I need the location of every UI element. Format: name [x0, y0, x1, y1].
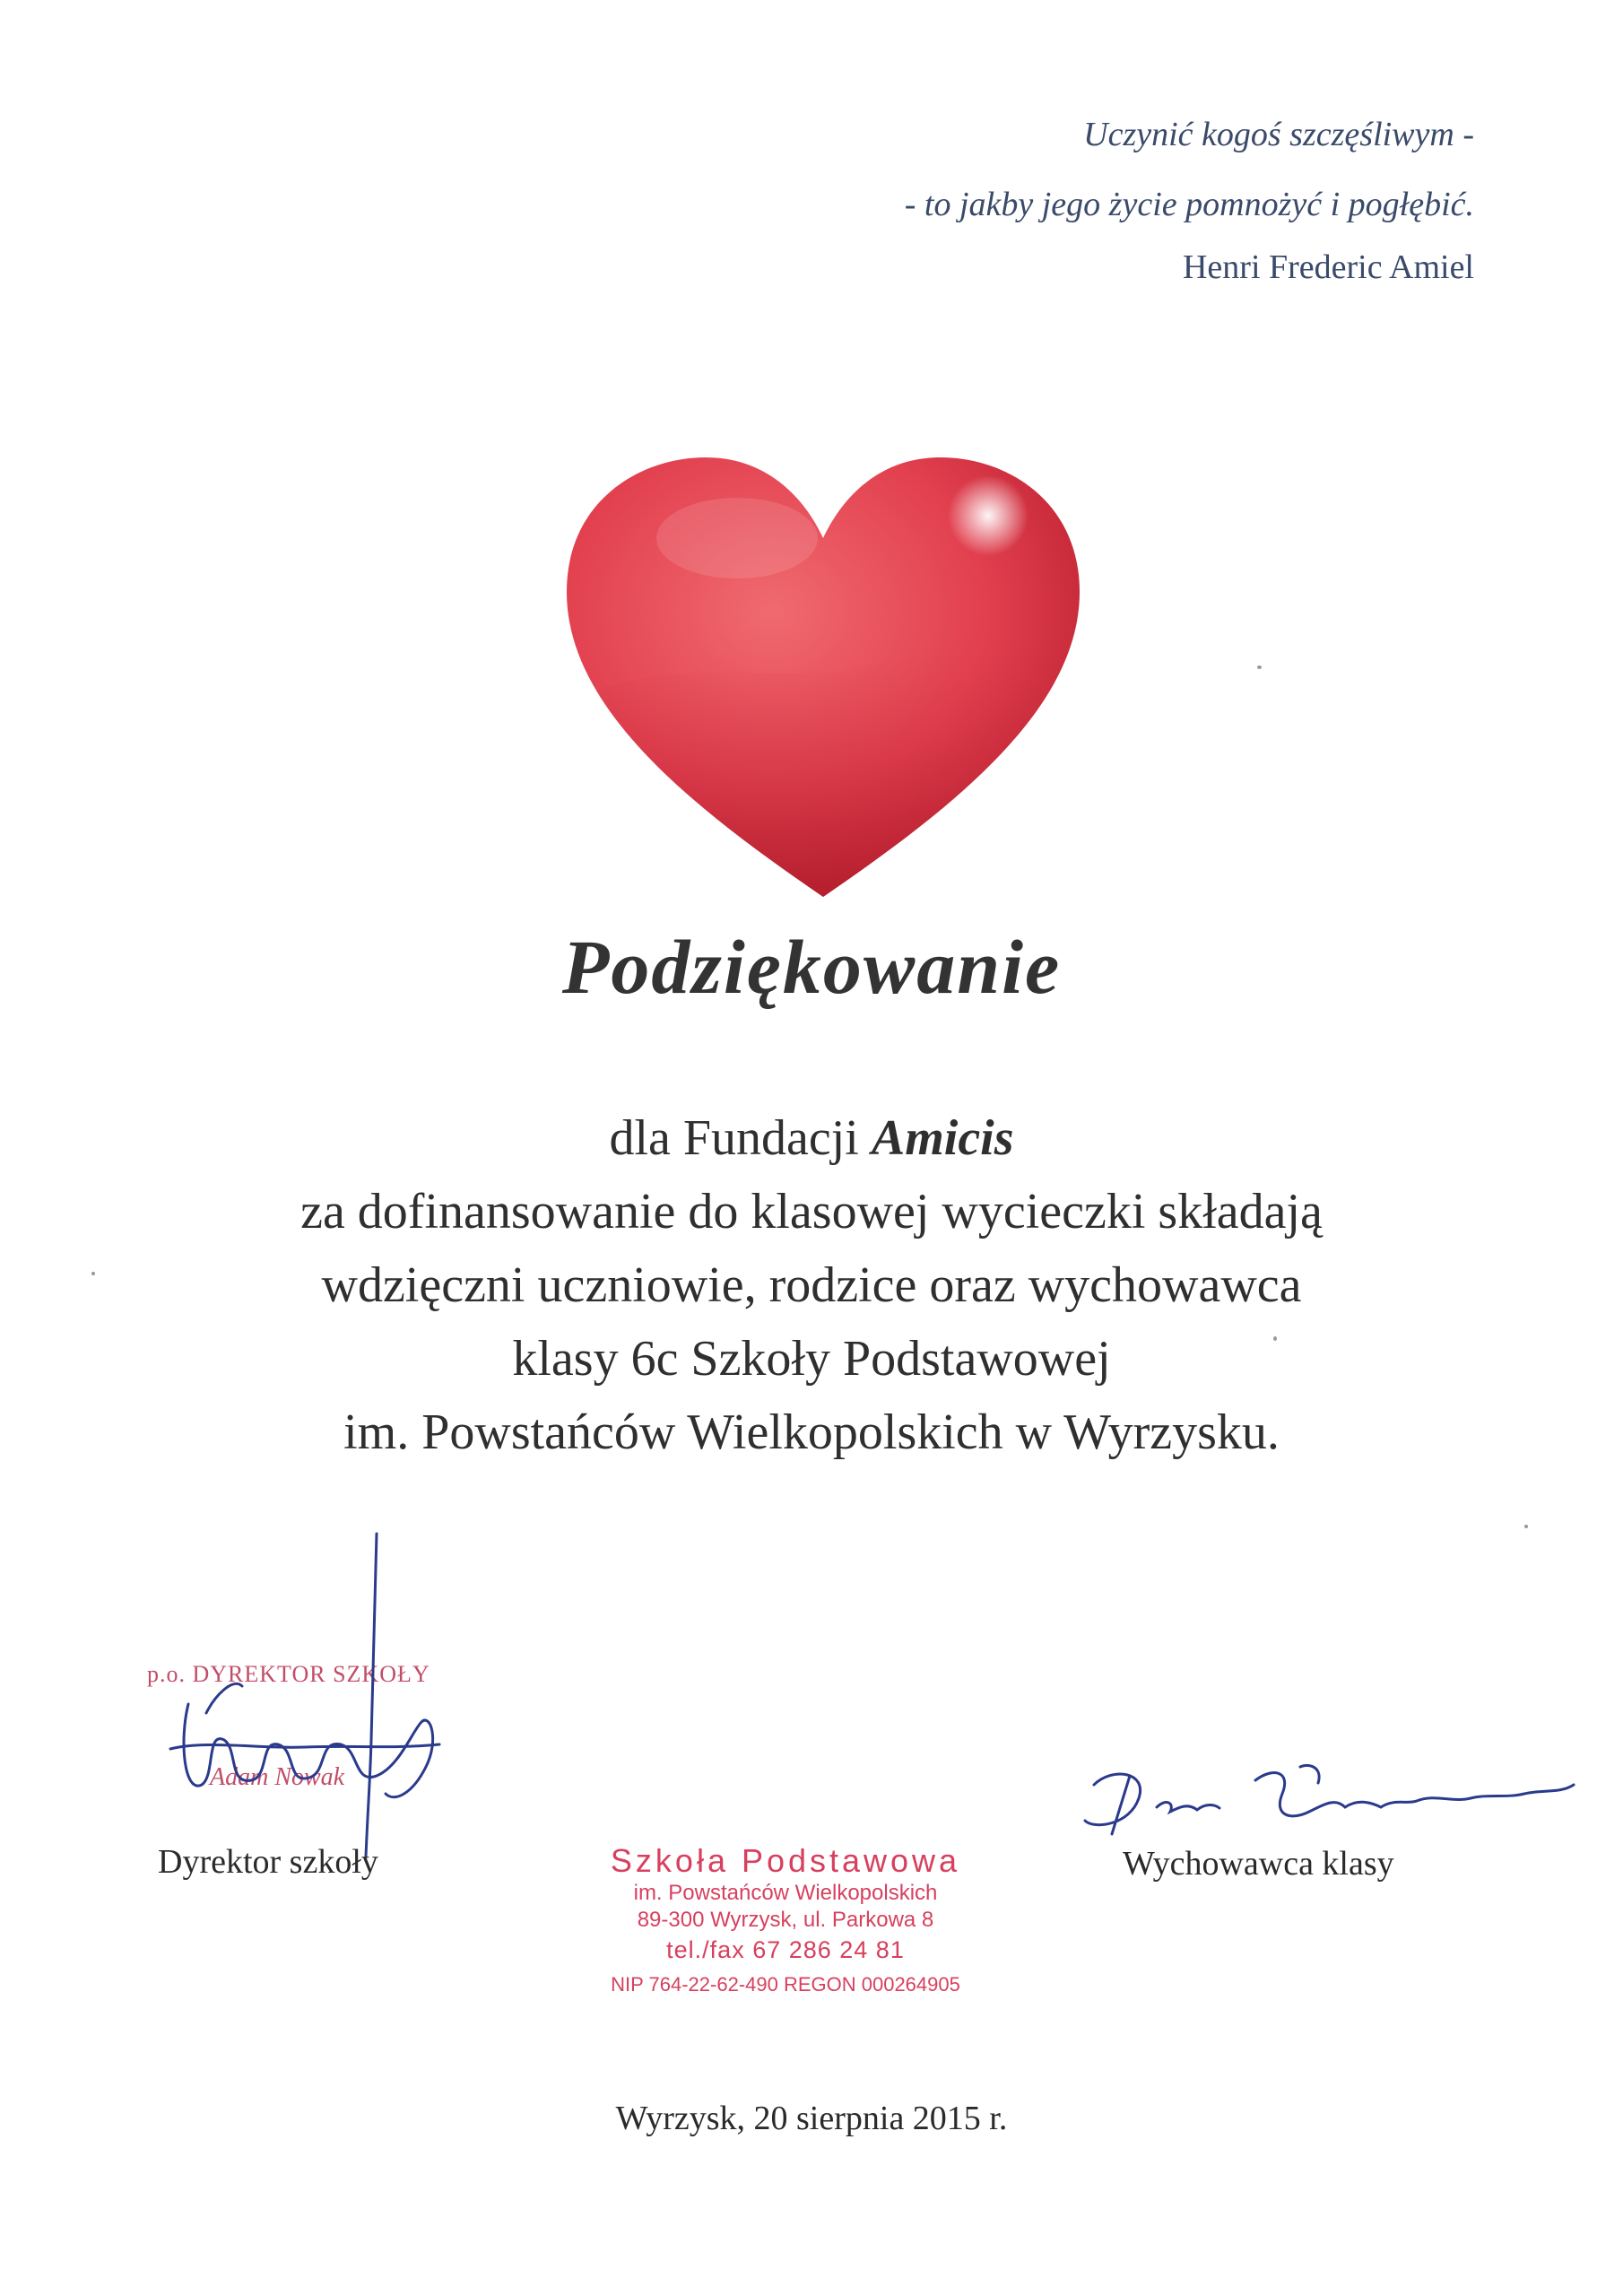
school-stamp: [552, 1842, 1019, 1998]
teacher-label: Wychowawca klasy: [1123, 1845, 1394, 1883]
scan-speck: [1273, 1336, 1277, 1341]
quote-author: Henri Frederic Amiel: [1182, 248, 1474, 286]
school-stamp-name: Szkoła Podstawowa: [610, 1842, 961, 1879]
quote-line-2: - to jakby jego życie pomnożyć i pogłębić.: [904, 186, 1474, 223]
school-stamp-ids: NIP 764-22-62-490 REGON 000264905: [611, 1973, 960, 1996]
page-title: Podziękowanie: [561, 924, 1062, 1010]
director-signature: [152, 1525, 457, 1866]
dedication-line-1: [0, 1101, 1623, 1175]
dedication-line-4: klasy 6c Szkoły Podstawowej: [512, 1331, 1111, 1387]
dedication-text: [0, 1101, 1623, 1469]
teacher-signature: [1076, 1749, 1587, 1848]
date-line: Wyrzysk, 20 sierpnia 2015 r.: [615, 2100, 1008, 2137]
school-stamp-address: 89-300 Wyrzysk, ul. Parkowa 8: [637, 1908, 934, 1932]
scan-speck: [91, 1272, 95, 1275]
scan-speck: [1257, 665, 1262, 669]
heart-icon: [558, 448, 1089, 906]
foundation-name: Amicis: [871, 1110, 1014, 1166]
scan-speck: [1524, 1525, 1528, 1528]
dedication-prefix: dla Fundacji: [609, 1110, 872, 1166]
dedication-line-2: za dofinansowanie do klasowej wycieczki składają: [300, 1184, 1323, 1239]
school-stamp-patron: im. Powstańców Wielkopolskich: [633, 1881, 938, 1905]
dedication-line-3: wdzięczni uczniowie, rodzice oraz wychowawca: [321, 1257, 1302, 1313]
school-stamp-phone: tel./fax 67 286 24 81: [666, 1936, 905, 1963]
dedication-line-5: im. Powstańców Wielkopolskich w Wyrzysku.: [343, 1405, 1280, 1460]
director-label: Dyrektor szkoły: [158, 1843, 378, 1881]
director-stamp-text: p.o. DYREKTOR SZKOŁY: [147, 1661, 430, 1687]
quote-line-1: Uczynić kogoś szczęśliwym -: [1083, 116, 1474, 153]
director-stamp-name: Adam Nowak: [210, 1763, 345, 1791]
